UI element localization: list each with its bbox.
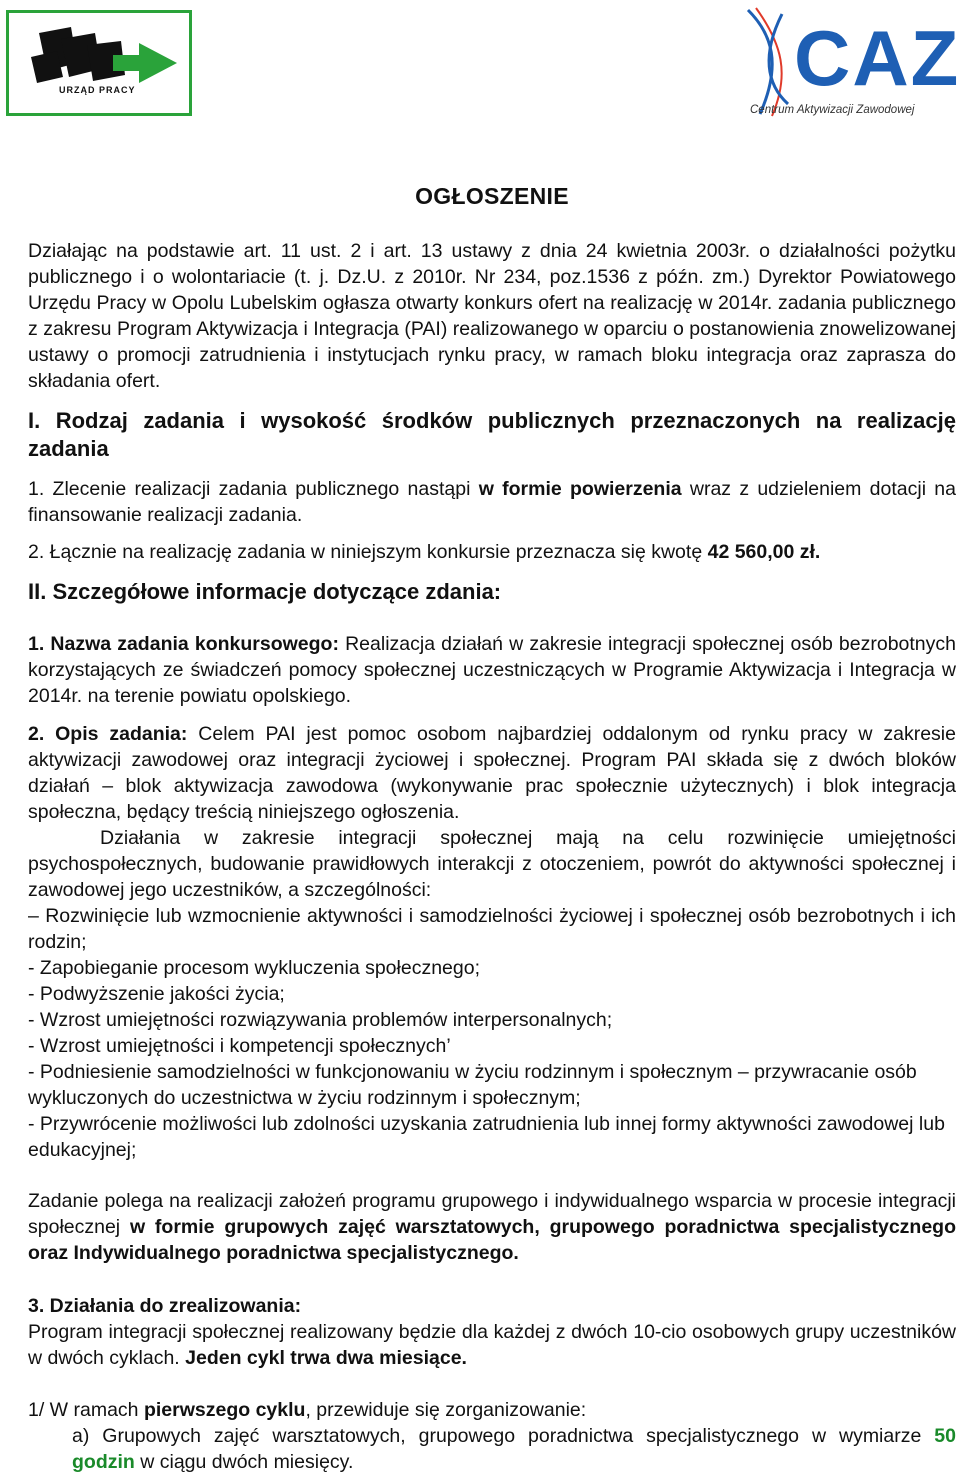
goals-list-item: - Wzrost umiejętności rozwiązywania problemów interpersonalnych; xyxy=(28,1009,613,1031)
goals-list-item: - Podwyższenie jakości życia; xyxy=(28,983,285,1005)
first-cycle-c: , przewiduje się zorganizowanie: xyxy=(305,1399,587,1421)
section-2-item-2-paragraph-2: Działania w zakresie integracji społecznej mają na celu rozwinięcie umiejętności psychospołecznych, budowanie prawidłowych interakcji z otoczeniem, powrót do aktywności społecznej i zawodowej jego uczestników, a szczególności: xyxy=(28,827,956,901)
first-cycle-sub-a-hours: 50 godzin xyxy=(72,1425,956,1473)
section-2-item-2-text: Celem PAI jest pomoc osobom najbardziej oddalonym od rynku pracy w zakresie aktywizacji zawodowej oraz integracji życiowej i społecznej. Program PAI składa się z dwóch bloków działań – blok aktywizacja zawodowa (wykonywanie prac społecznie użytecznych) i blok integracja społeczna, będący treścią niniejszego ogłoszenia. xyxy=(28,723,956,823)
goals-list-item: - Zapobieganie procesom wykluczenia społecznego; xyxy=(28,957,481,979)
section-2-item-3-b: Jeden cykl trwa dwa miesiące. xyxy=(185,1347,467,1369)
first-cycle-sub-a-1: a) Grupowych zajęć warsztatowych, grupowego poradnictwa specjalistycznego w wymiarze xyxy=(72,1425,935,1447)
goals-list-item: - Przywrócenie możliwości lub zdolności uzyskania zatrudnienia lub innej formy aktywności zawodowej lub edukacyjnej; xyxy=(28,1113,945,1161)
section-1-point-1-b: w formie powierzenia xyxy=(478,478,682,500)
goals-list-item: - Podniesienie samodzielności w funkcjonowaniu w życiu rodzinnym i społecznym – przywracanie osób wykluczonych do uczestnictwa w życiu rodzinnym i społecznym; xyxy=(28,1061,917,1109)
caz-logo xyxy=(742,4,960,126)
first-cycle-sub-a xyxy=(72,1423,956,1475)
intro-paragraph: Działając na podstawie art. 11 ust. 2 i art. 13 ustawy z dnia 24 kwietnia 2003r. o działalności pożytku publicznego i o wolontariacie (t. j. Dz.U. z 2010r. Nr 234, poz.1536 z późn. zm.) Dyrektor Powiatowego Urzędu Pracy w Opolu Lubelskim ogłasza otwarty konkurs ofert na realizację w 2014r. zadania publicznego z zakresu Program Aktywizacja i Integracja (PAI) realizowanego w oparciu o postanowienia znowelizowanej ustawy o promocji zatrudnienia i instytucjach rynku pracy, w ramach bloku integracja oraz zaprasza do składania ofert. xyxy=(28,240,956,392)
section-1-heading: I. Rodzaj zadania i wysokość środków publicznych przeznaczonych na realizację zadania xyxy=(28,408,956,461)
first-cycle-line xyxy=(28,1397,956,1423)
first-cycle-b: pierwszego cyklu xyxy=(143,1399,306,1421)
first-cycle-a: 1/ W ramach xyxy=(28,1399,144,1421)
section-2-item-3-text xyxy=(28,1319,956,1371)
goals-list-item: – Rozwinięcie lub wzmocnienie aktywności i samodzielności życiowej i społecznej osób bezrobotnych i ich rodzin; xyxy=(28,905,956,953)
section-2-heading: II. Szczegółowe informacje dotyczące zdania: xyxy=(28,579,502,604)
zadanie-paragraph-b: w formie grupowych zajęć warsztatowych, grupowego poradnictwa specjalistycznego oraz Indywidualnego poradnictwa specjalistycznego. xyxy=(28,1216,956,1264)
urzad-pracy-logo-text: URZĄD PRACY xyxy=(59,85,136,95)
goals-list-item: - Wzrost umiejętności i kompetencji społecznych’ xyxy=(28,1035,451,1057)
section-2-item-1-text: Realizacja działań w zakresie integracji społecznej osób bezrobotnych korzystających ze świadczeń pomocy społecznej uczestniczących w Programie Aktywizacja i Integracja w 2014r. na terenie powiatu opolskiego. xyxy=(28,633,956,707)
section-1-point-1 xyxy=(28,476,956,528)
page-title: OGŁOSZENIE xyxy=(415,183,569,209)
zadanie-paragraph-a: Zadanie polega na realizacji założeń programu grupowego i indywidualnego wsparcia w procesie integracji społecznej xyxy=(28,1190,956,1238)
section-1-point-2-amount: 42 560,00 zł. xyxy=(707,541,821,563)
zadanie-paragraph xyxy=(28,1188,956,1266)
section-2-item-3-a: Program integracji społecznej realizowany będzie dla każdej z dwóch 10-cio osobowych grupy uczestników w dwóch cyklach. xyxy=(28,1321,956,1369)
section-1-point-2-a: 2. Łącznie na realizację zadania w niniejszym konkursie przeznacza się kwotę xyxy=(28,541,708,563)
first-cycle-sub-a-3: w ciągu dwóch miesięcy. xyxy=(134,1451,354,1473)
section-1-point-2 xyxy=(28,539,956,565)
section-2-item-3-label: 3. Działania do zrealizowania: xyxy=(28,1295,302,1317)
section-2-item-2-label: 2. Opis zadania: xyxy=(28,723,188,745)
section-1-point-1-c: wraz z udzieleniem dotacji na finansowanie realizacji zadania. xyxy=(28,478,956,526)
section-2-item-1-label: 1. Nazwa zadania konkursowego: xyxy=(28,633,339,655)
urzad-pracy-logo xyxy=(6,10,192,116)
goals-list xyxy=(28,903,956,1163)
urzad-pracy-logo-graphic xyxy=(9,13,189,113)
caz-logo-title: CAZ xyxy=(794,14,960,102)
section-2-item-1 xyxy=(28,631,956,709)
section-2-item-2 xyxy=(28,721,956,825)
section-1-point-1-a: 1. Zlecenie realizacji zadania publicznego nastąpi xyxy=(28,478,479,500)
caz-logo-subtitle: Centrum Aktywizacji Zawodowej xyxy=(750,104,915,116)
